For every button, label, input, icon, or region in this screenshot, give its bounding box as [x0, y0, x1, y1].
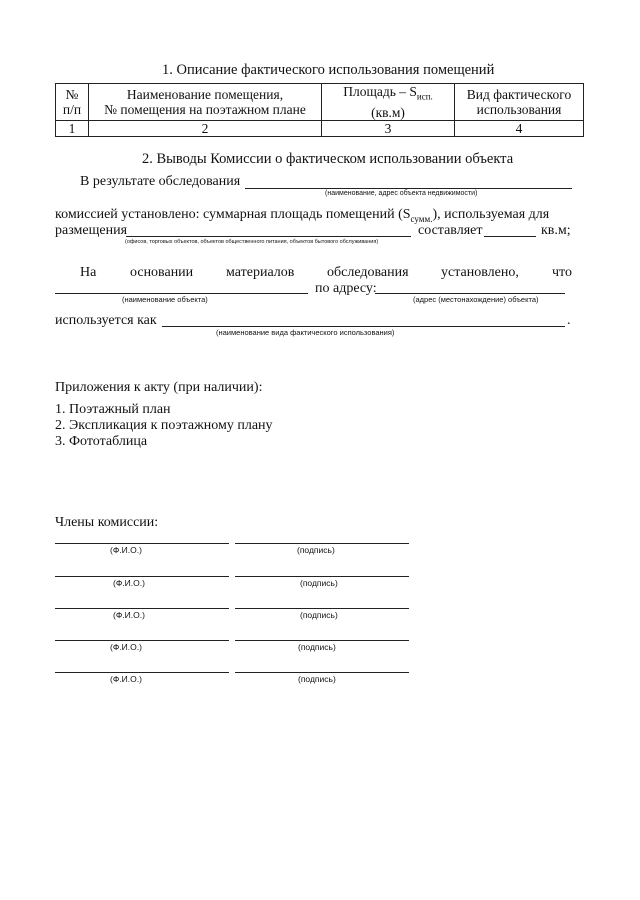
- fio-field[interactable]: [55, 672, 229, 673]
- usage-type-caption: (наименование вида фактического использования): [216, 328, 395, 337]
- object-caption: (наименование объекта): [122, 295, 208, 304]
- basis-word: материалов: [226, 265, 295, 280]
- table-header-cell: Вид фактического использования: [455, 84, 584, 121]
- address-field[interactable]: [375, 293, 565, 294]
- list-item: 3. Фототаблица: [55, 434, 148, 449]
- signature-field[interactable]: [235, 576, 409, 577]
- object-name-caption: (наименование, адрес объекта недвижимости): [325, 190, 478, 197]
- period-mark: .: [567, 313, 571, 328]
- usage-table: [55, 83, 584, 137]
- purpose-caption: (офисов, торговых объектов, объектов общественного питания, объектов бытового обслуживания): [125, 239, 379, 245]
- signature-field[interactable]: [235, 672, 409, 673]
- table-cell: 1: [56, 120, 89, 136]
- used-as-label: используется как: [55, 313, 157, 328]
- fio-caption: (Ф.И.О.): [110, 642, 142, 652]
- attachments-title: Приложения к акту (при наличии):: [55, 380, 263, 395]
- table-cell: 2: [89, 120, 322, 136]
- basis-word: основании: [130, 265, 194, 280]
- table-cell: 4: [455, 120, 584, 136]
- fio-caption: (Ф.И.О.): [110, 545, 142, 555]
- signature-caption: (подпись): [298, 642, 336, 652]
- table-header-row: [56, 84, 584, 121]
- list-item: 2. Экспликация к поэтажному плану: [55, 418, 273, 433]
- address-label: по адресу:: [315, 281, 377, 296]
- fio-field[interactable]: [55, 543, 229, 544]
- total-area-field[interactable]: [484, 236, 536, 237]
- amounts-label: составляет: [418, 223, 483, 238]
- survey-label: В результате обследования: [80, 174, 241, 189]
- signature-caption: (подпись): [300, 610, 338, 620]
- basis-word: На: [80, 265, 97, 280]
- table-header-cell: Наименование помещения, № помещения на поэтажном плане: [89, 84, 322, 121]
- signature-field[interactable]: [235, 543, 409, 544]
- signature-caption: (подпись): [297, 545, 335, 555]
- address-caption: (адрес (местонахождение) объекта): [413, 295, 539, 304]
- table-header-cell: Площадь – $S_{исп.}$ (кв.м): [322, 84, 455, 121]
- table-header-cell: № п/п: [56, 84, 89, 121]
- sqm-label: кв.м;: [541, 223, 571, 238]
- list-item: 1. Поэтажный план: [55, 402, 171, 417]
- object-name-field[interactable]: [245, 188, 572, 189]
- section2-title: 2. Выводы Комиссии о фактическом использовании объекта: [142, 151, 514, 167]
- section1-title: 1. Описание фактического использования помещений: [162, 62, 495, 78]
- table-cell: 3: [322, 120, 455, 136]
- purpose-field[interactable]: [126, 236, 411, 237]
- signature-caption: (подпись): [298, 674, 336, 684]
- fio-caption: (Ф.И.О.): [110, 674, 142, 684]
- usage-type-field[interactable]: [162, 326, 565, 327]
- members-title: Члены комиссии:: [55, 515, 159, 530]
- placement-label: размещения: [55, 223, 128, 238]
- basis-word: установлено,: [441, 265, 519, 280]
- signature-field[interactable]: [235, 608, 409, 609]
- fio-field[interactable]: [55, 608, 229, 609]
- table-row: [56, 120, 584, 136]
- fio-field[interactable]: [55, 640, 229, 641]
- fio-caption: (Ф.И.О.): [113, 610, 145, 620]
- area-sentence: комиссией установлено: суммарная площадь помещений $(S_{сумм.})$, используемая для: [55, 207, 550, 224]
- object-field[interactable]: [55, 293, 308, 294]
- fio-field[interactable]: [55, 576, 229, 577]
- signature-field[interactable]: [235, 640, 409, 641]
- fio-caption: (Ф.И.О.): [113, 578, 145, 588]
- basis-word: обследования: [327, 265, 409, 280]
- signature-caption: (подпись): [300, 578, 338, 588]
- basis-word: что: [552, 265, 572, 280]
